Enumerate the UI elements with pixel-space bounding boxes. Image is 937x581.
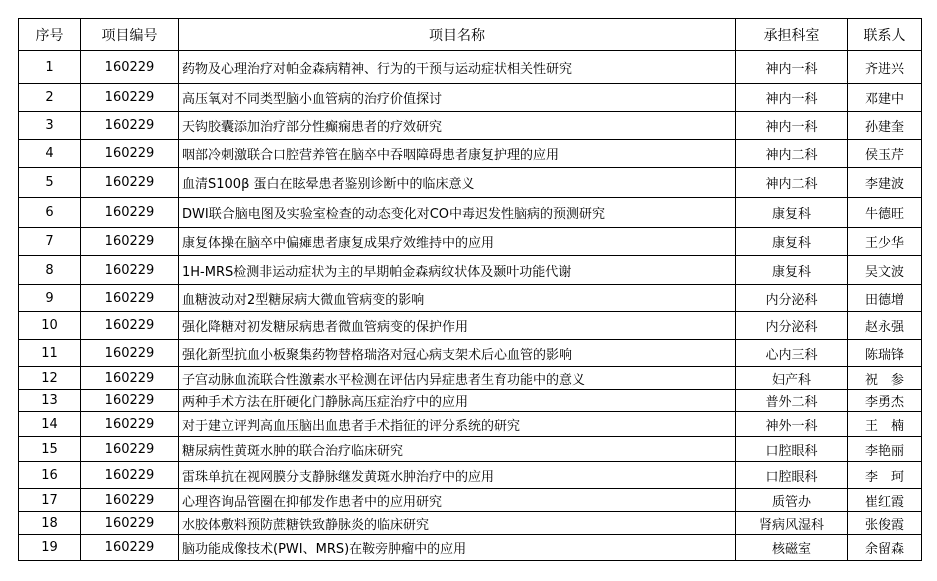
cell-name: 康复体操在脑卒中偏瘫患者康复成果疗效维持中的应用 bbox=[179, 228, 736, 256]
cell-contact: 王少华 bbox=[848, 228, 922, 256]
cell-no: 14 bbox=[19, 412, 81, 437]
header-dept: 承担科室 bbox=[736, 19, 848, 51]
header-row bbox=[19, 19, 922, 51]
cell-contact: 赵永强 bbox=[848, 312, 922, 340]
cell-code: 160229 bbox=[81, 285, 179, 312]
cell-code: 160229 bbox=[81, 140, 179, 168]
cell-no: 13 bbox=[19, 390, 81, 412]
cell-dept: 口腔眼科 bbox=[736, 462, 848, 489]
table-row bbox=[19, 228, 922, 256]
table-row bbox=[19, 198, 922, 228]
cell-code: 160229 bbox=[81, 312, 179, 340]
cell-no: 18 bbox=[19, 512, 81, 535]
table-row bbox=[19, 140, 922, 168]
cell-code: 160229 bbox=[81, 412, 179, 437]
cell-dept: 康复科 bbox=[736, 228, 848, 256]
cell-name: 咽部冷刺激联合口腔营养管在脑卒中吞咽障碍患者康复护理的应用 bbox=[179, 140, 736, 168]
cell-code: 160229 bbox=[81, 437, 179, 462]
cell-code: 160229 bbox=[81, 390, 179, 412]
cell-no: 12 bbox=[19, 367, 81, 390]
cell-contact: 陈瑞锋 bbox=[848, 340, 922, 367]
cell-name: 强化降糖对初发糖尿病患者微血管病变的保护作用 bbox=[179, 312, 736, 340]
cell-contact: 李勇杰 bbox=[848, 390, 922, 412]
cell-code: 160229 bbox=[81, 112, 179, 140]
cell-dept: 康复科 bbox=[736, 256, 848, 285]
cell-no: 1 bbox=[19, 51, 81, 84]
cell-name: 脑功能成像技术(PWI、MRS)在鞍旁肿瘤中的应用 bbox=[179, 535, 736, 561]
cell-dept: 神内二科 bbox=[736, 168, 848, 198]
cell-name: 血糖波动对2型糖尿病大微血管病变的影响 bbox=[179, 285, 736, 312]
cell-name: 水胶体敷料预防蔗糖铁致静脉炎的临床研究 bbox=[179, 512, 736, 535]
cell-dept: 普外二科 bbox=[736, 390, 848, 412]
cell-no: 11 bbox=[19, 340, 81, 367]
cell-contact: 邓建中 bbox=[848, 84, 922, 112]
table-row bbox=[19, 340, 922, 367]
cell-no: 16 bbox=[19, 462, 81, 489]
cell-dept: 神外一科 bbox=[736, 412, 848, 437]
cell-name: 天钩胶囊添加治疗部分性癫痫患者的疗效研究 bbox=[179, 112, 736, 140]
cell-contact: 孙建奎 bbox=[848, 112, 922, 140]
table-row bbox=[19, 84, 922, 112]
cell-no: 15 bbox=[19, 437, 81, 462]
cell-dept: 神内一科 bbox=[736, 51, 848, 84]
cell-dept: 神内二科 bbox=[736, 140, 848, 168]
cell-code: 160229 bbox=[81, 228, 179, 256]
cell-name: DWI联合脑电图及实验室检查的动态变化对CO中毒迟发性脑病的预测研究 bbox=[179, 198, 736, 228]
cell-code: 160229 bbox=[81, 340, 179, 367]
table-row bbox=[19, 512, 922, 535]
cell-code: 160229 bbox=[81, 84, 179, 112]
table-row bbox=[19, 367, 922, 390]
header-code: 项目编号 bbox=[81, 19, 179, 51]
cell-code: 160229 bbox=[81, 168, 179, 198]
project-table bbox=[18, 18, 922, 561]
cell-contact: 李建波 bbox=[848, 168, 922, 198]
cell-code: 160229 bbox=[81, 535, 179, 561]
cell-dept: 神内一科 bbox=[736, 112, 848, 140]
table-row bbox=[19, 535, 922, 561]
header-no: 序号 bbox=[19, 19, 81, 51]
cell-contact: 祝 参 bbox=[848, 367, 922, 390]
cell-contact: 牛德旺 bbox=[848, 198, 922, 228]
table-row bbox=[19, 168, 922, 198]
cell-contact: 齐进兴 bbox=[848, 51, 922, 84]
cell-contact: 李 珂 bbox=[848, 462, 922, 489]
cell-no: 8 bbox=[19, 256, 81, 285]
cell-name: 雷珠单抗在视网膜分支静脉继发黄斑水肿治疗中的应用 bbox=[179, 462, 736, 489]
cell-code: 160229 bbox=[81, 198, 179, 228]
cell-name: 强化新型抗血小板聚集药物替格瑞洛对冠心病支架术后心血管的影响 bbox=[179, 340, 736, 367]
table-row bbox=[19, 437, 922, 462]
cell-contact: 余留森 bbox=[848, 535, 922, 561]
cell-code: 160229 bbox=[81, 51, 179, 84]
cell-name: 心理咨询品管圈在抑郁发作患者中的应用研究 bbox=[179, 489, 736, 512]
table-row bbox=[19, 390, 922, 412]
cell-no: 6 bbox=[19, 198, 81, 228]
cell-no: 17 bbox=[19, 489, 81, 512]
cell-dept: 妇产科 bbox=[736, 367, 848, 390]
cell-code: 160229 bbox=[81, 489, 179, 512]
cell-name: 对于建立评判高血压脑出血患者手术指征的评分系统的研究 bbox=[179, 412, 736, 437]
cell-code: 160229 bbox=[81, 512, 179, 535]
cell-name: 子宫动脉血流联合性激素水平检测在评估内异症患者生育功能中的意义 bbox=[179, 367, 736, 390]
cell-code: 160229 bbox=[81, 367, 179, 390]
cell-dept: 康复科 bbox=[736, 198, 848, 228]
cell-contact: 崔红霞 bbox=[848, 489, 922, 512]
table-row bbox=[19, 285, 922, 312]
table-row bbox=[19, 489, 922, 512]
header-contact: 联系人 bbox=[848, 19, 922, 51]
cell-code: 160229 bbox=[81, 462, 179, 489]
cell-contact: 李艳丽 bbox=[848, 437, 922, 462]
cell-dept: 神内一科 bbox=[736, 84, 848, 112]
cell-dept: 核磁室 bbox=[736, 535, 848, 561]
table-row bbox=[19, 51, 922, 84]
cell-contact: 侯玉芹 bbox=[848, 140, 922, 168]
cell-no: 7 bbox=[19, 228, 81, 256]
cell-no: 19 bbox=[19, 535, 81, 561]
cell-contact: 张俊霞 bbox=[848, 512, 922, 535]
cell-no: 9 bbox=[19, 285, 81, 312]
cell-contact: 田德增 bbox=[848, 285, 922, 312]
cell-name: 糖尿病性黄斑水肿的联合治疗临床研究 bbox=[179, 437, 736, 462]
table-row bbox=[19, 412, 922, 437]
cell-name: 高压氧对不同类型脑小血管病的治疗价值探讨 bbox=[179, 84, 736, 112]
cell-no: 2 bbox=[19, 84, 81, 112]
cell-no: 4 bbox=[19, 140, 81, 168]
cell-code: 160229 bbox=[81, 256, 179, 285]
cell-name: 两种手术方法在肝硬化门静脉高压症治疗中的应用 bbox=[179, 390, 736, 412]
cell-contact: 王 楠 bbox=[848, 412, 922, 437]
cell-no: 5 bbox=[19, 168, 81, 198]
table-row bbox=[19, 112, 922, 140]
cell-no: 3 bbox=[19, 112, 81, 140]
cell-dept: 肾病风湿科 bbox=[736, 512, 848, 535]
cell-no: 10 bbox=[19, 312, 81, 340]
cell-dept: 质管办 bbox=[736, 489, 848, 512]
cell-dept: 口腔眼科 bbox=[736, 437, 848, 462]
header-name: 项目名称 bbox=[179, 19, 736, 51]
cell-contact: 吴文波 bbox=[848, 256, 922, 285]
table-row bbox=[19, 256, 922, 285]
cell-dept: 内分泌科 bbox=[736, 312, 848, 340]
table-row bbox=[19, 312, 922, 340]
cell-name: 药物及心理治疗对帕金森病精神、行为的干预与运动症状相关性研究 bbox=[179, 51, 736, 84]
table-row bbox=[19, 462, 922, 489]
cell-dept: 内分泌科 bbox=[736, 285, 848, 312]
cell-name: 血清S100β 蛋白在眩晕患者鉴别诊断中的临床意义 bbox=[179, 168, 736, 198]
cell-dept: 心内三科 bbox=[736, 340, 848, 367]
cell-name: 1H-MRS检测非运动症状为主的早期帕金森病纹状体及颞叶功能代谢 bbox=[179, 256, 736, 285]
